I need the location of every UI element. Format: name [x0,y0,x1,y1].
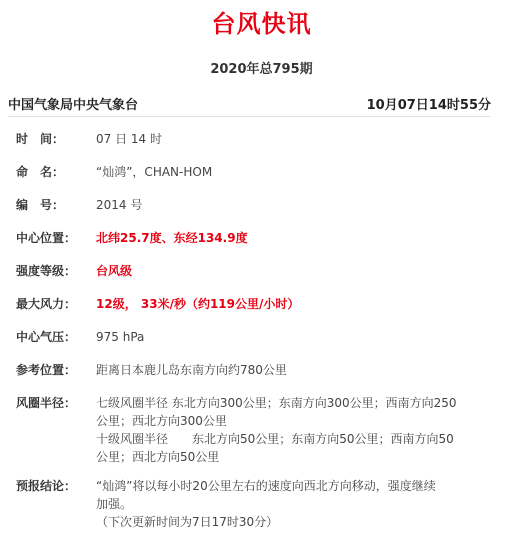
pressure-value: 975 hPa [96,330,145,344]
radius-value [96,394,486,466]
center-label: 中心位置： [16,231,77,245]
reference-value: 距离日本鹿儿岛东南方向约780公里 [96,363,287,377]
forecast-value [96,477,486,531]
agency-name: 中国气象局中央气象台 [8,98,139,113]
forecast-label: 预报结论： [16,479,77,493]
max-wind-label: 最大风力： [16,297,77,311]
radius-line-3: 十级风圈半径 东北方向50公里；东南方向50公里；西南方向50 [96,432,454,446]
issue-number: 2020年总795期 [210,62,313,77]
intensity-label: 强度等级： [16,264,77,278]
name-value: “灿鸿”，CHAN-HOM [96,165,213,179]
radius-line-1: 七级风圈半径 东北方向300公里；东南方向300公里；西南方向250 [96,396,457,410]
radius-line-4: 公里；西北方向50公里 [96,450,220,464]
number-value: 2014 号 [96,198,143,212]
number-label: 编 号： [16,198,65,212]
radius-line-2: 公里；西北方向300公里 [96,414,227,428]
forecast-line-1: “灿鸿”将以每小时20公里左右的速度向西北方向移动，强度继续 [96,479,436,493]
forecast-line-2: 加强。 [96,497,133,511]
time-label: 时 间： [16,132,65,146]
max-wind-value: 12级， 33米/秒（约119公里/小时） [96,297,300,311]
name-label: 命 名： [16,165,65,179]
page-title: 台风快讯 [211,10,312,38]
pressure-label: 中心气压： [16,330,77,344]
intensity-value: 台风级 [96,264,133,278]
header-divider [8,116,490,117]
publish-time: 10月07日14时55分 [366,98,491,113]
center-value: 北纬25.7度、东经134.9度 [96,231,248,245]
reference-label: 参考位置： [16,363,77,377]
time-value: 07 日 14 时 [96,132,162,146]
radius-label: 风圈半径： [16,396,77,410]
forecast-line-3: （下次更新时间为7日17时30分） [96,515,279,529]
